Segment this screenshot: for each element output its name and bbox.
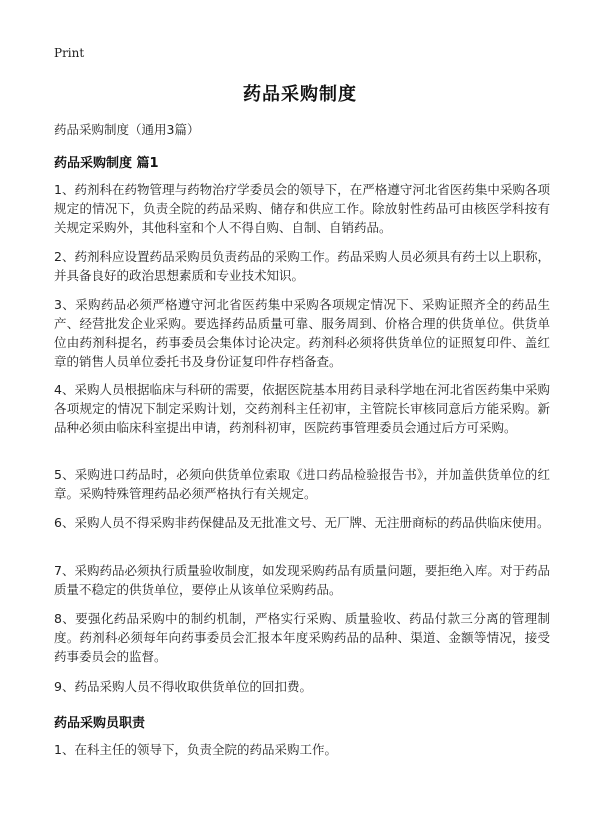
paragraph-9: 9、药品采购人员不得收取供货单位的回扣费。 (54, 679, 312, 694)
paragraph-6: 6、采购人员不得采购非药保健品及无批准文号、无厂牌、无注册商标的药品供临床使用。 (54, 515, 550, 530)
paragraph-2: 2、药剂科应设置药品采购员负责药品的采购工作。药品采购人员必须具有药士以上职称，并具备良好的政治思想素质和专业技术知识。 (54, 249, 550, 283)
paragraph-8: 8、要强化药品采购中的制约机制，严格实行采购、质量验收、药品付款三分离的管理制度。药剂科必须每年向药事委员会汇报本年度采购药品的品种、渠道、金额等情况，接受药事委员会的监督。 (54, 611, 550, 664)
paragraph-10: 1、在科主任的领导下，负责全院的药品采购工作。 (54, 742, 337, 757)
print-label: Print (54, 46, 85, 60)
paragraph-1: 1、药剂科在药物管理与药物治疗学委员会的领导下，在严格遵守河北省医药集中采购各项规定的情况下，负责全院的药品采购、储存和供应工作。除放射性药品可由核医学科按有关规定采购外，其他科室和个人不得自购、自制、自销药品。 (54, 182, 550, 235)
paragraph-3: 3、采购药品必须严格遵守河北省医药集中采购各项规定情况下、采购证照齐全的药品生产、经营批发企业采购。要选择药品质量可靠、服务周到、价格合理的供货单位。供货单位由药剂科提名，药事委员会集体讨论决定。药剂科必须将供货单位的证照复印件、盖红章的销售人员单位委托书及身份证复印件存档备查。 (54, 297, 550, 369)
paragraph-5: 5、采购进口药品时，必须向供货单位索取《进口药品检验报告书》，并加盖供货单位的红章。采购特殊管理药品必须严格执行有关规定。 (54, 467, 550, 501)
paragraph-4: 4、采购人员根据临床与科研的需要，依据医院基本用药目录科学地在河北省医药集中采购各项规定的情况下制定采购计划，交药剂科主任初审，主管院长审核同意后方能采购。新品种必须由临床科室提出申请，药剂科初审，医院药事管理委员会通过后方可采购。 (54, 382, 550, 435)
document-title: 药品采购制度 (243, 84, 357, 105)
section-heading-1: 药品采购制度 篇1 (54, 156, 159, 171)
paragraph-7: 7、采购药品必须执行质量验收制度，如发现采购药品有质量问题，要拒绝入库。对于药品质量不稳定的供货单位，要停止从该单位采购药品。 (54, 563, 550, 597)
section-heading-2: 药品采购员职责 (54, 716, 146, 731)
document-subtitle: 药品采购制度（通用3篇） (54, 122, 200, 137)
